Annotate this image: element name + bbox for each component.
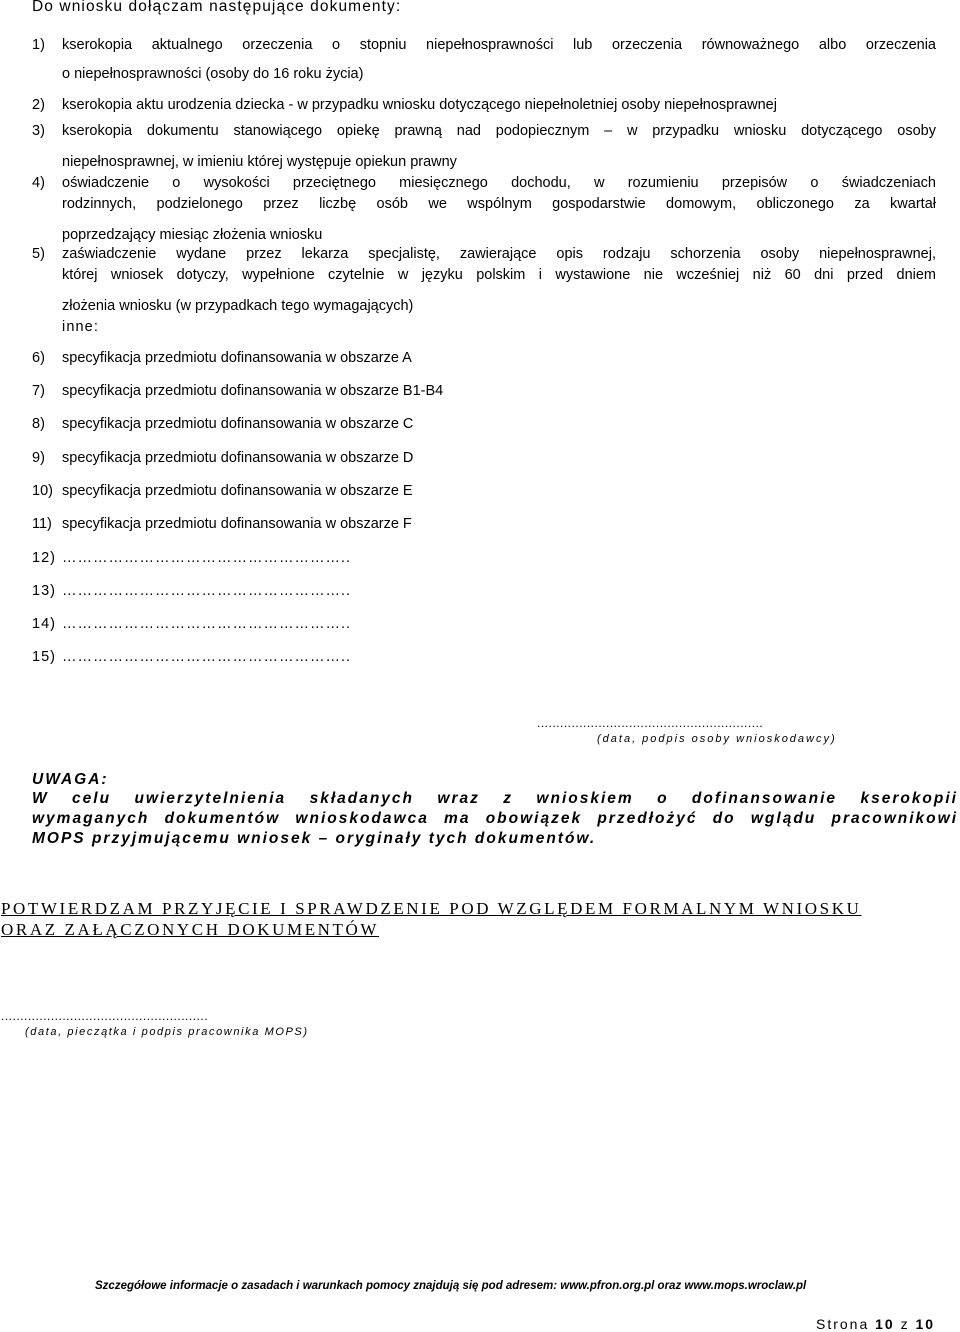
item-number: 3) [32,123,45,139]
footer-info: Szczegółowe informacje o zasadach i warunkach pomocy znajdują się pod adresem: www.pfron.org.pl oraz www.mops.wroclaw.pl [95,1280,807,1292]
list-item [0,516,960,536]
item-text-continuation: której wniosek dotyczy, wypełnione czytelnie w języku polskim i wystawione nie wcześniej niż 60 dni przed dniem [62,267,936,283]
item-text: kserokopia aktu urodzenia dziecka - w przypadku wniosku dotyczącego niepełnoletniej osoby niepełnosprawnej [62,97,777,113]
blank-line: ……………………………………………….. [62,583,352,599]
section-heading: Do wniosku dołączam następujące dokumenty: [32,0,402,15]
item-number: 1) [32,37,45,53]
item-number: 7) [32,383,45,399]
item-text: kserokopia dokumentu stanowiącego opiekę prawną nad podopiecznym – w przypadku wniosku dotyczącego osoby [62,123,936,139]
blank-line: ……………………………………………….. [62,550,352,566]
item-number: 9) [32,450,45,466]
list-item [0,550,960,570]
notice-title: UWAGA: [32,771,109,788]
page-current: 10 [875,1316,895,1332]
item-text-continuation: poprzedzający miesiąc złożenia wniosku [62,227,323,243]
item-text-continuation: o niepełnosprawności (osoby do 16 roku życia) [62,66,364,82]
item-number: 2) [32,97,45,113]
applicant-signature-line: ........................................................... [537,716,764,730]
item-text: oświadczenie o wysokości przeciętnego miesięcznego dochodu, w rozumieniu przepisów o świadczeniach [62,175,936,191]
other-documents-label: inne: [62,319,99,335]
list-item [0,583,960,603]
notice-text: wymaganych dokumentów wnioskodawca ma obowiązek przedłożyć do wglądu pracownikowi [32,810,958,827]
list-item [0,37,960,57]
item-text: specyfikacja przedmiotu dofinansowania w obszarze E [62,483,413,499]
list-item [0,246,960,266]
item-number: 8) [32,416,45,432]
page-number [816,1316,935,1332]
item-number: 15) [32,649,56,665]
item-number: 12) [32,550,56,566]
confirmation-heading: ORAZ ZAŁĄCZONYCH DOKUMENTÓW [1,920,380,939]
page-separator: z [900,1316,910,1332]
item-text-continuation: rodzinnych, podzielonego przez liczbę osób we wspólnym gospodarstwie domowym, obliczonego za kwartał [62,196,936,212]
confirmation-heading: POTWIERDZAM PRZYJĘCIE I SPRAWDZENIE POD WZGLĘDEM FORMALNYM WNIOSKU [1,899,862,918]
list-item [0,450,960,470]
list-item [0,616,960,636]
list-item [0,350,960,370]
item-text: specyfikacja przedmiotu dofinansowania w obszarze C [62,416,414,432]
list-item [0,175,960,195]
item-text: specyfikacja przedmiotu dofinansowania w obszarze B1-B4 [62,383,444,399]
staff-signature-label: (data, pieczątka i podpis pracownika MOPS) [25,1026,309,1038]
applicant-signature-label: (data, podpis osoby wnioskodawcy) [597,733,837,745]
list-item [0,383,960,403]
item-number: 5) [32,246,45,262]
notice-text: W celu uwierzytelnienia składanych wraz z wnioskiem o dofinansowanie kserokopii [32,790,958,807]
item-text: zaświadczenie wydane przez lekarza specjalistę, zawierające opis rodzaju schorzenia osoby niepełnosprawnej, [62,246,936,262]
item-number: 11) [32,516,52,532]
notice-text: MOPS przyjmującemu wniosek – oryginały tych dokumentów. [32,830,597,847]
item-number: 10) [32,483,53,499]
item-number: 13) [32,583,56,599]
staff-signature-line: ...................................................... [1,1009,209,1023]
page-prefix: Strona [816,1316,870,1332]
item-text: specyfikacja przedmiotu dofinansowania w obszarze D [62,450,414,466]
item-number: 4) [32,175,45,191]
list-item [0,97,960,117]
blank-line: ……………………………………………….. [62,616,352,632]
list-item [0,123,960,143]
item-text-continuation: złożenia wniosku (w przypadkach tego wymagających) [62,298,414,314]
item-text-continuation: niepełnosprawnej, w imieniu której występuje opiekun prawny [62,154,457,170]
item-number: 14) [32,616,56,632]
item-text: kserokopia aktualnego orzeczenia o stopniu niepełnosprawności lub orzeczenia równoważnego albo orzeczenia [62,37,936,53]
list-item [0,649,960,669]
item-text: specyfikacja przedmiotu dofinansowania w obszarze A [62,350,412,366]
item-number: 6) [32,350,45,366]
page-total: 10 [915,1316,936,1332]
item-text: specyfikacja przedmiotu dofinansowania w obszarze F [62,516,412,532]
list-item [0,416,960,436]
blank-line: ……………………………………………….. [62,649,352,665]
list-item [0,483,960,503]
